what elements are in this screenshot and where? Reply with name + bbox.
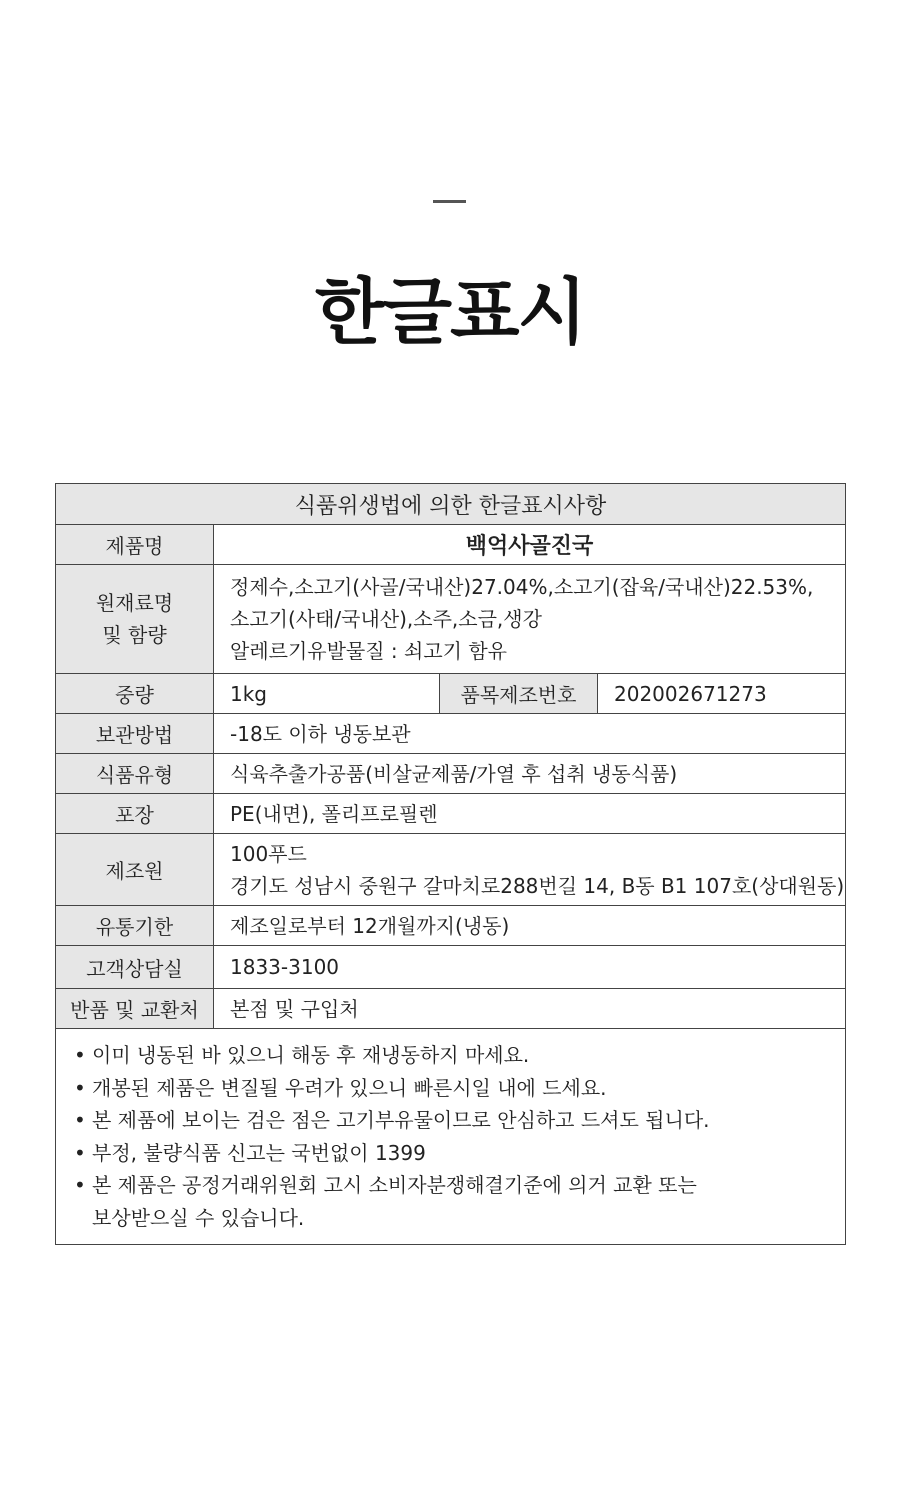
manufacturer-label: 제조원 [56,834,214,906]
note-item: • 본 제품은 공정거래위원회 고시 소비자분쟁해결기준에 의거 교환 또는 [74,1169,831,1202]
product-name-value: 백억사골진국 [214,525,846,565]
weight-label: 중량 [56,674,214,714]
note-item: • 이미 냉동된 바 있으니 해동 후 재냉동하지 마세요. [74,1039,831,1072]
note-item: • 개봉된 제품은 변질될 우려가 있으니 빠른시일 내에 드세요. [74,1072,831,1105]
note-item: • 부정, 불량식품 신고는 국번없이 1399 [74,1137,831,1170]
table-row [56,754,846,794]
title-divider [433,200,466,203]
expiry-label: 유통기한 [56,906,214,946]
notes-block [56,1029,846,1245]
ingredients-value: 정제수,소고기(사골/국내산)27.04%,소고기(잡육/국내산)22.53%, 소고기(사태/국내산),소주,소금,생강 알레르기유발물질 : 쇠고기 함유 [214,565,846,674]
table-row [56,906,846,946]
cs-label: 고객상담실 [56,946,214,989]
table-row [56,989,846,1029]
table-row [56,714,846,754]
storage-label: 보관방법 [56,714,214,754]
packaging-label: 포장 [56,794,214,834]
report-no-label: 품목제조번호 [440,674,598,714]
cs-value: 1833-3100 [214,946,846,989]
page-title: 한글표시 [314,270,586,354]
table-row [56,674,846,714]
expiry-value: 제조일로부터 12개월까지(냉동) [214,906,846,946]
table-row [56,1029,846,1245]
weight-value: 1kg [214,674,440,714]
ingredients-label: 원재료명 및 함량 [56,565,214,674]
return-label: 반품 및 교환처 [56,989,214,1029]
storage-value: -18도 이하 냉동보관 [214,714,846,754]
manufacturer-value: 100푸드 경기도 성남시 중원구 갈마치로288번길 14, B동 B1 107호(상대원동) [214,834,846,906]
food-type-label: 식품유형 [56,754,214,794]
table-row [56,794,846,834]
table-row [56,946,846,989]
food-type-value: 식육추출가공품(비살균제품/가열 후 섭취 냉동식품) [214,754,846,794]
packaging-value: PE(내면), 폴리프로필렌 [214,794,846,834]
note-item: • 본 제품에 보이는 검은 점은 고기부유물이므로 안심하고 드셔도 됩니다. [74,1104,831,1137]
return-value: 본점 및 구입처 [214,989,846,1029]
table-header: 식품위생법에 의한 한글표시사항 [56,484,846,525]
report-no-value: 202002671273 [598,674,846,714]
label-table [55,483,846,1245]
table-row [56,834,846,906]
product-name-label: 제품명 [56,525,214,565]
table-row [56,565,846,674]
note-continuation: 보상받으실 수 있습니다. [92,1205,305,1230]
table-row [56,525,846,565]
